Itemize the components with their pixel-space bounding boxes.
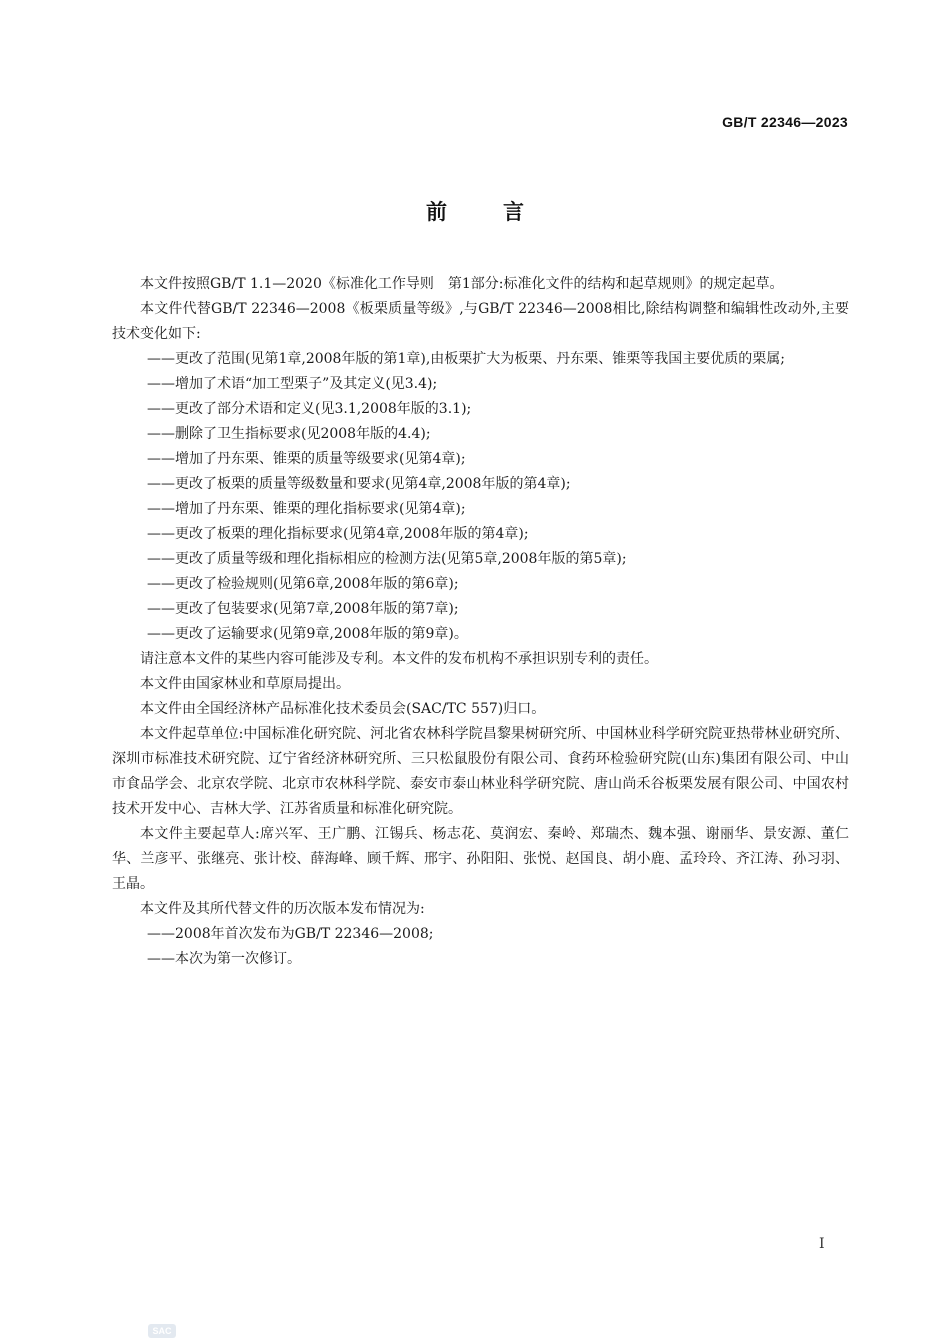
- change-item: ——增加了丹东栗、锥栗的理化指标要求(见第4章);: [147, 501, 466, 517]
- change-item: ——更改了板栗的理化指标要求(见第4章,2008年版的第4章);: [147, 526, 529, 542]
- page-title: 前言: [426, 200, 580, 224]
- paragraph-patent-notice: 请注意本文件的某些内容可能涉及专利。本文件的发布机构不承担识别专利的责任。: [140, 651, 658, 667]
- page-number: I: [819, 1236, 825, 1252]
- change-item: ——更改了质量等级和理化指标相应的检测方法(见第5章,2008年版的第5章);: [147, 551, 627, 567]
- change-item: ——更改了部分术语和定义(见3.1,2008年版的3.1);: [147, 401, 472, 417]
- paragraph-committee: 本文件由全国经济林产品标准化技术委员会(SAC/TC 557)归口。: [140, 701, 546, 717]
- sac-logo-watermark: [148, 1324, 176, 1338]
- change-item: ——增加了丹东栗、锥栗的质量等级要求(见第4章);: [147, 451, 466, 467]
- change-item: ——增加了术语“加工型栗子”及其定义(见3.4);: [147, 376, 438, 392]
- history-item: ——本次为第一次修订。: [147, 951, 301, 967]
- change-item: ——更改了包装要求(见第7章,2008年版的第7章);: [147, 601, 459, 617]
- document-body: [112, 272, 849, 972]
- change-item: ——更改了范围(见第1章,2008年版的第1章),由板栗扩大为板栗、丹东栗、锥栗等我国主要优质的栗属;: [147, 351, 785, 367]
- change-item: ——更改了检验规则(见第6章,2008年版的第6章);: [147, 576, 459, 592]
- change-item: ——更改了板栗的质量等级数量和要求(见第4章,2008年版的第4章);: [147, 476, 571, 492]
- paragraph-drafters: 本文件主要起草人:席兴军、王广鹏、江锡兵、杨志花、莫润宏、秦岭、郑瑞杰、魏本强、谢丽华、景安源、董仁华、兰彦平、张继亮、张计校、薛海峰、顾千辉、邢宇、孙阳阳、张悦、赵国良、胡小鹿、孟玲玲、齐江涛、孙习羽、王晶。: [112, 826, 849, 892]
- paragraph-proposer: 本文件由国家林业和草原局提出。: [140, 676, 350, 692]
- watermark-text: SAC: [152, 1326, 172, 1336]
- paragraph-drafting-units: 本文件起草单位:中国标准化研究院、河北省农林科学院昌黎果树研究所、中国林业科学研究院亚热带林业研究所、深圳市标准技术研究院、辽宁省经济林研究所、三只松鼠股份有限公司、食药环检验研究院(山东)集团有限公司、中山市食品学会、北京农学院、北京市农林科学院、泰安市泰山林业科学研究院、唐山尚禾谷板栗发展有限公司、中国农村技术开发中心、吉林大学、江苏省质量和标准化研究院。: [112, 726, 849, 817]
- change-item: ——删除了卫生指标要求(见2008年版的4.4);: [147, 426, 431, 442]
- paragraph-replacement: 本文件代替GB/T 22346—2008《板栗质量等级》,与GB/T 22346—2008相比,除结构调整和编辑性改动外,主要技术变化如下:: [112, 301, 849, 342]
- history-item: ——2008年首次发布为GB/T 22346—2008;: [147, 926, 434, 942]
- paragraph-version-history: 本文件及其所代替文件的历次版本发布情况为:: [140, 901, 425, 917]
- change-item: ——更改了运输要求(见第9章,2008年版的第9章)。: [147, 626, 468, 642]
- standard-code: GB/T 22346—2023: [722, 114, 848, 130]
- paragraph-drafting-rules: 本文件按照GB/T 1.1—2020《标准化工作导则 第1部分:标准化文件的结构和起草规则》的规定起草。: [140, 276, 784, 292]
